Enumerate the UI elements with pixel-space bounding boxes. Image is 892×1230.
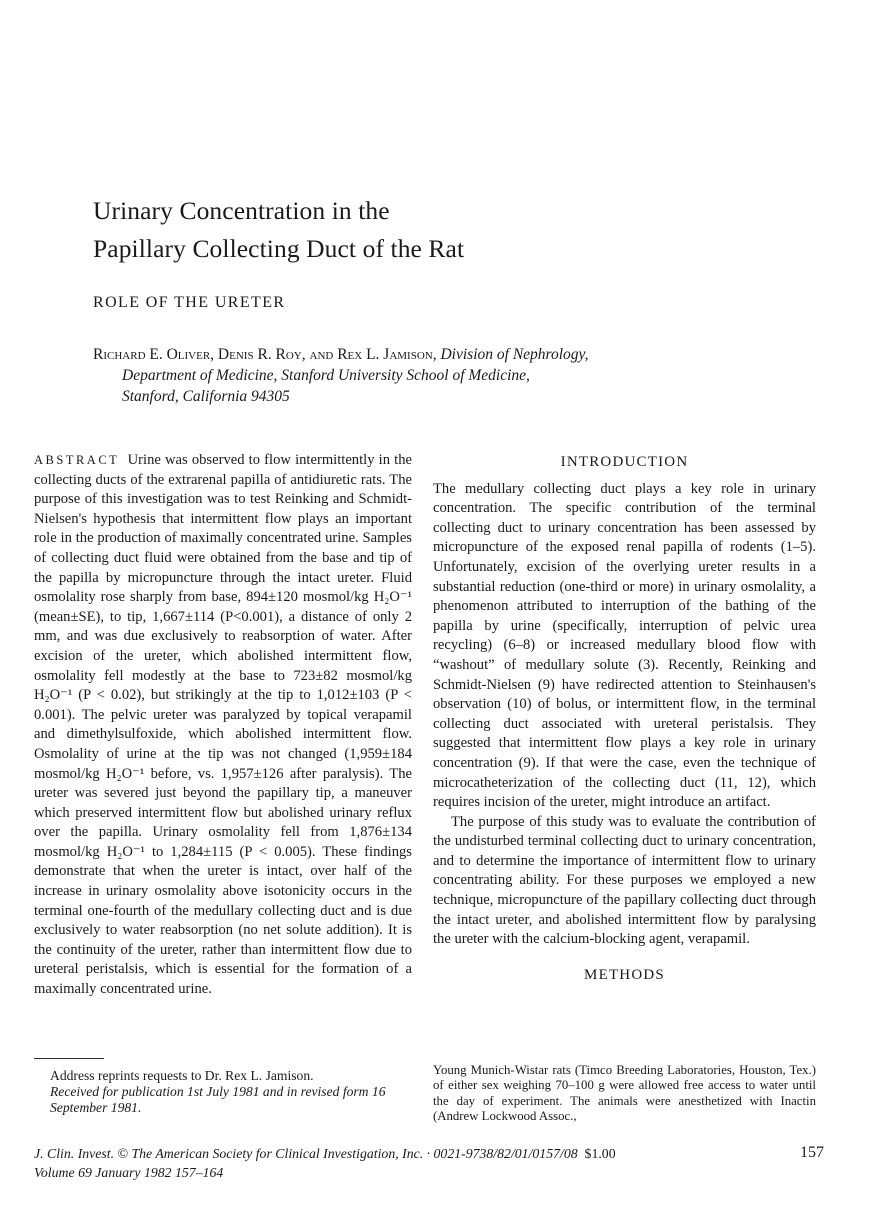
introduction-paragraph-1: The medullary collecting duct plays a key role in urinary concentration. The specific contribution of the terminal collecting duct to urinary concentration has been assessed by micropuncture of the exposed renal papilla of rodents (1–5). Unfortunately, excision of the overlying ureter results in a substantial reduction (one-third or more) in urinary osmolality, a phenomenon attributed to interruption of the bathing of the papilla by urine (specifically, interruption of pelvic urea recycling) (6–8) or increased medullary blood flow with “washout” of medullary solute (3). Recently, Reinking and Schmidt-Nielsen (9) have redirected attention to Steinhausen's observation (10) of bolus, or intermittent flow, in the terminal collecting duct associated with ureteral peristalsis. They suggested that intermittent flow plays a key role in urinary concentration (9). If that were the case, even the technique of microcatheterization of the collecting duct (11, 12), which requires incision of the ureter, might introduce an artifact. <box>433 480 816 811</box>
footnote-reprints: Address reprints requests to Dr. Rex L. Jamison. <box>50 1068 314 1083</box>
introduction-paragraph-2: The purpose of this study was to evaluate the contribution of the undisturbed terminal collecting duct to urinary concentration, and to determine the importance of intermittent flow to urinary concentrating ability. For these purposes we employed a new technique, micropuncture of the papillary collecting duct through the intact ureter, and abolished intermittent flow by paralysing the ureter with the calcium-blocking agent, verapamil. <box>433 813 816 948</box>
author-affiliation-2: Department of Medicine, Stanford University School of Medicine, <box>122 367 530 384</box>
footer-citation-line <box>34 1144 824 1163</box>
title-line-1: Urinary Concentration in the <box>93 196 390 225</box>
author-names: Richard E. Oliver, Denis R. Roy, and Rex L. Jamison, <box>93 346 437 363</box>
abstract-column <box>34 451 412 1000</box>
author-affiliation-1: Division of Nephrology, <box>440 346 589 363</box>
author-block <box>93 344 833 407</box>
article-title <box>93 192 793 268</box>
methods-heading: METHODS <box>584 966 665 983</box>
footnote-received: Received for publication 1st July 1981 and in revised form 16 September 1981. <box>50 1084 386 1115</box>
introduction-heading: INTRODUCTION <box>560 454 689 470</box>
methods-paragraph: Young Munich-Wistar rats (Timco Breeding Laboratories, Houston, Tex.) of either sex weighing 70–100 g were allowed free access to water until the day of experiment. The animals were anesthetized with Inactin (Andrew Lockwood Assoc., <box>433 1063 816 1123</box>
title-line-2: Papillary Collecting Duct of the Rat <box>93 234 465 263</box>
abstract-text: Urine was observed to flow intermittently in the collecting ducts of the extrarenal papilla of antidiuretic rats. The purpose of this investigation was to test Reinking and Schmidt-Nielsen's hypothesis that intermittent flow plays an important role in the production of maximally concentrated urine. Samples of collecting duct fluid were obtained from the base and tip of the papilla by micropuncture through the intact ureter. Fluid osmolality rose sharply from base, 894±120 mosmol/kg H₂O⁻¹ (mean±SE), to tip, 1,667±114 (P<0.001), a distance of only 2 mm, and was due exclusively to reabsorption of water. After excision of the ureter, which abolished intermittent flow, osmolality fell modestly at the base to 723±82 mosmol/kg H₂O⁻¹ (P < 0.02), but strikingly at the tip to 1,012±103 (P < 0.001). The pelvic ureter was paralyzed by topical verapamil and dimethylsulfoxide, which abolished intermittent flow. Osmolality of urine at the tip was not changed (1,959±184 mosmol/kg H₂O⁻¹ before, vs. 1,957±126 after paralysis). The ureter was severed just beyond the papillary tip, a maneuver which preserved intermittent flow but abolished urinary reflux over the papilla. Urinary osmolality fell from 1,876±134 mosmol/kg H₂O⁻¹ to 1,284±115 (P < 0.005). These findings demonstrate that when the ureter is intact, over half of the increase in urinary osmolality above isotonicity occurs in the terminal one-fourth of the medullary collecting duct and is due exclusively to water reabsorption (no net solute addition). It is the continuity of the ureter, rather than intermittent flow due to ureteral peristalsis, which is essential for the formation of a maximally concentrated urine. <box>34 452 412 998</box>
footnote-divider <box>34 1058 104 1059</box>
footer-citation: J. Clin. Invest. © The American Society for Clinical Investigation, Inc. · 0021-9738/82/01/0157/08 <box>34 1146 578 1161</box>
introduction-column <box>433 451 816 992</box>
abstract-paragraph <box>34 451 412 1000</box>
page-footer <box>34 1144 824 1182</box>
article-subtitle: ROLE OF THE URETER <box>93 294 286 311</box>
page-number: 157 <box>800 1144 824 1161</box>
author-affiliation-3: Stanford, California 94305 <box>122 388 290 405</box>
footer-volume: Volume 69 January 1982 157–164 <box>34 1165 224 1180</box>
abstract-label: ABSTRACT <box>34 453 120 467</box>
footer-price: $1.00 <box>584 1146 616 1161</box>
footnote-block <box>34 1068 414 1116</box>
